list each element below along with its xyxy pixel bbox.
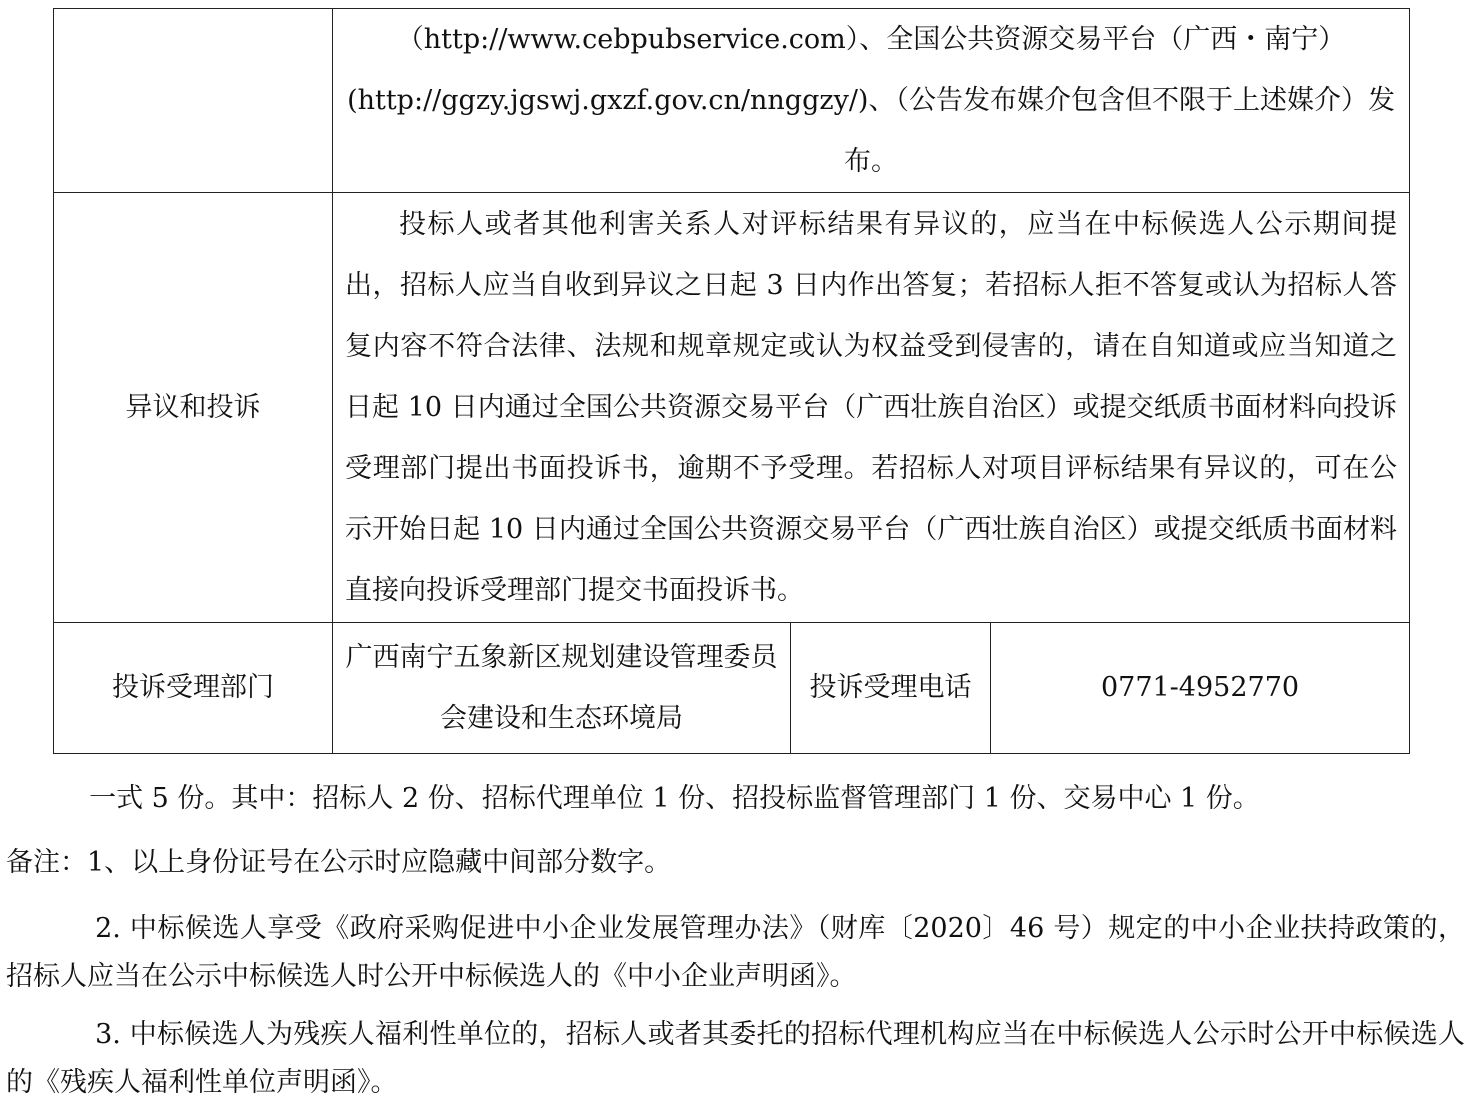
objection-text-cell	[333, 193, 1410, 623]
copies-note: 一式 5 份。其中：招标人 2 份、招标代理单位 1 份、招投标监督管理部门 1 份、交易中心 1 份。	[89, 783, 1260, 814]
objection-row	[54, 193, 1410, 623]
complaint-phone-value: 0771-4952770	[991, 623, 1410, 754]
publish-media-line-3: 布。	[844, 146, 899, 177]
bid-info-table	[53, 8, 1410, 754]
publish-media-line-2: (http://ggzy.jgswj.gxzf.gov.cn/nnggzy/)、（公告发布媒介包含但不限于上述媒介）发	[347, 85, 1395, 116]
remark-item-1: 备注：1、以上身份证号在公示时应隐藏中间部分数字。	[6, 847, 672, 878]
publish-media-line-1: （http://www.cebpubservice.com）、全国公共资源交易平台（广西・南宁）	[396, 24, 1346, 55]
complaint-dept-value-cell	[333, 623, 791, 754]
publish-media-text-cell	[333, 9, 1410, 193]
complaint-dept-value: 广西南宁五象新区规划建设管理委员会建设和生态环境局	[345, 642, 778, 734]
publish-media-row	[54, 9, 1410, 193]
remark-item-2: 2. 中标候选人享受《政府采购促进中小企业发展管理办法》（财库〔2020〕46 号）规定的中小企业扶持政策的，招标人应当在公示中标候选人时公开中标候选人的《中小企业声明函》。	[6, 913, 1465, 992]
publish-media-label-cell	[54, 9, 333, 193]
complaint-dept-row	[54, 623, 1410, 754]
complaint-phone-label: 投诉受理电话	[791, 623, 991, 754]
remark-item-3: 3. 中标候选人为残疾人福利性单位的，招标人或者其委托的招标代理机构应当在中标候选人公示时公开中标候选人的《残疾人福利性单位声明函》。	[6, 1019, 1465, 1098]
objection-label: 异议和投诉	[54, 193, 333, 623]
objection-text: 投标人或者其他利害关系人对评标结果有异议的，应当在中标候选人公示期间提出，招标人应当自收到异议之日起 3 日内作出答复；若招标人拒不答复或认为招标人答复内容不符合法律、法规和规章规定或认为权益受到侵害的，请在自知道或应当知道之日起 10 日内通过全国公共资源交易平台（广西壮族自治区）或提交纸质书面材料向投诉受理部门提出书面投诉书，逾期不予受理。若招标人对项目评标结果有异议的，可在公示开始日起 10 日内通过全国公共资源交易平台（广西壮族自治区）或提交纸质书面材料直接向投诉受理部门提交书面投诉书。	[345, 209, 1398, 606]
complaint-dept-label: 投诉受理部门	[54, 623, 333, 754]
